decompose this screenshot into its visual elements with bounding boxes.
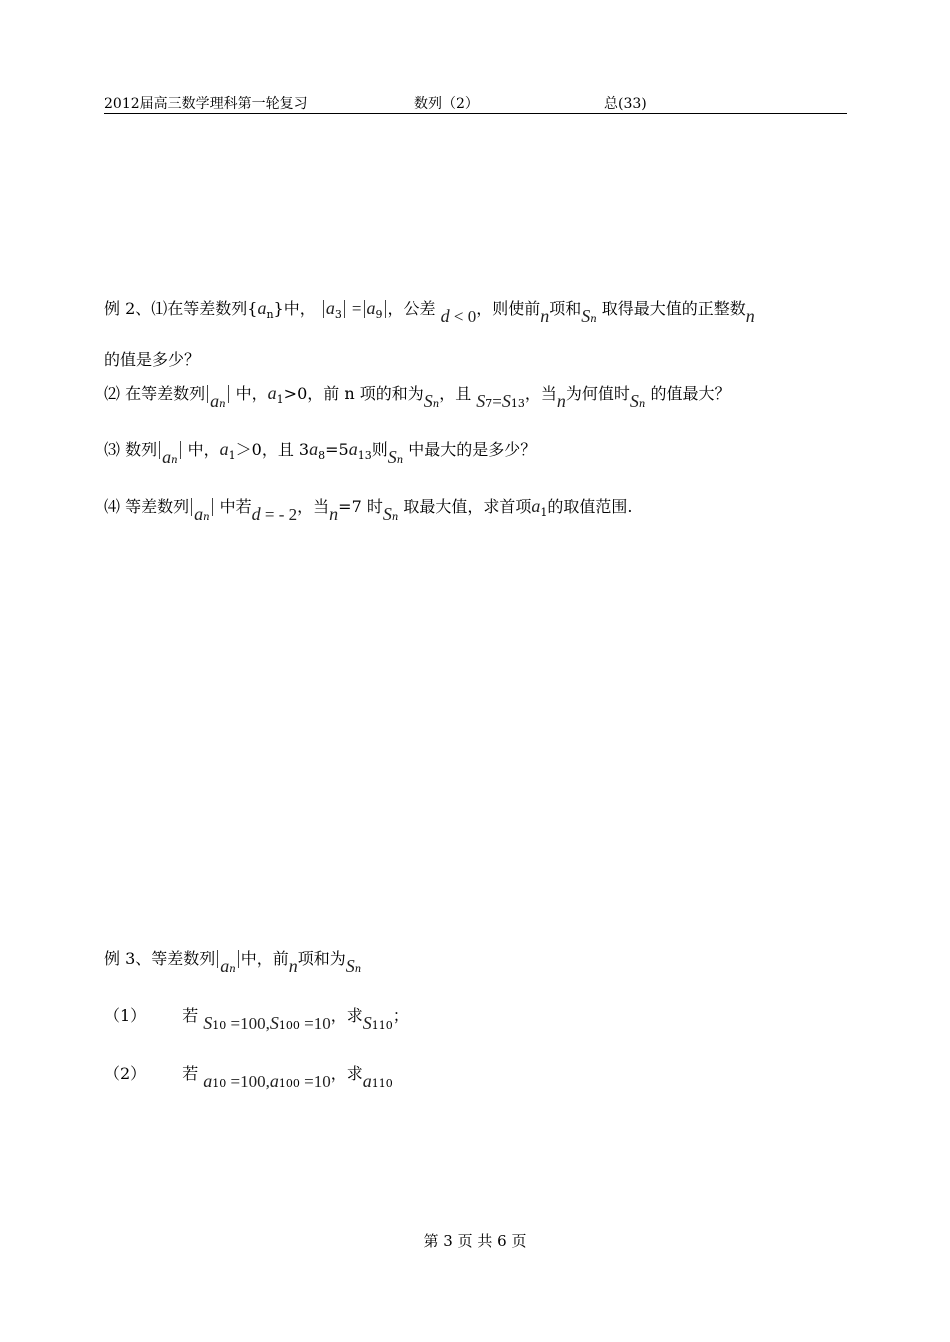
text: 的值最大？ xyxy=(645,384,731,403)
math-eq-100: =100, xyxy=(226,1014,270,1033)
math-S: S xyxy=(345,956,355,976)
subscript: 100 xyxy=(278,1077,300,1090)
math-a: a xyxy=(362,1071,372,1091)
text: ＞0，且 3 xyxy=(235,440,310,459)
subscript: 10 xyxy=(212,1077,227,1090)
subscript: 1 xyxy=(540,506,548,519)
math-a: a xyxy=(531,496,541,516)
example3-question1 xyxy=(104,1003,409,1033)
math-S: S xyxy=(362,1013,372,1033)
math-a: a xyxy=(325,298,335,318)
math-a: a xyxy=(267,383,277,403)
subscript: 110 xyxy=(371,1019,393,1032)
subscript: 8 xyxy=(318,449,326,462)
brace xyxy=(191,498,192,516)
example2-part2 xyxy=(104,381,730,409)
subscript: 7 xyxy=(485,397,493,410)
subscript: 1 xyxy=(276,393,284,406)
math-a: a xyxy=(309,439,319,459)
text: 中若 xyxy=(219,497,252,516)
math-S: S xyxy=(629,391,639,411)
text: ； xyxy=(392,1006,409,1025)
text: =7 时 xyxy=(338,497,383,516)
math-S: S xyxy=(387,447,397,467)
abs-bar xyxy=(323,300,324,318)
brace xyxy=(238,950,239,968)
math-a: a xyxy=(348,439,358,459)
text: 中最大的是多少？ xyxy=(403,440,537,459)
subscript: n xyxy=(391,512,399,523)
math-d: d xyxy=(440,306,450,326)
abs-bar xyxy=(385,300,386,318)
math-equals: = xyxy=(351,299,362,318)
brace xyxy=(217,950,218,968)
page-footer: 第 3 页 共 6 页 xyxy=(423,1232,527,1250)
brace xyxy=(180,441,181,459)
subscript: 9 xyxy=(375,308,383,321)
header-chapter-title: 数列（2） xyxy=(414,96,479,112)
text: ⑶ 数列 xyxy=(104,440,158,459)
text: 中， xyxy=(235,384,268,403)
example2-part3 xyxy=(104,437,536,465)
math-a: a xyxy=(203,1071,213,1091)
text: 取得最大值的正整数 xyxy=(596,299,746,318)
subscript: 100 xyxy=(278,1019,300,1032)
math-S: S xyxy=(423,391,433,411)
math-eq-100: =100, xyxy=(226,1072,270,1091)
math-eq-10: =10 xyxy=(299,1014,331,1033)
text: ，公差 xyxy=(387,299,436,318)
math-lt-zero: < 0 xyxy=(449,307,477,326)
example3-intro xyxy=(104,946,361,974)
text: ，则使前 xyxy=(476,299,541,318)
math-a: a xyxy=(220,956,230,976)
text: ，且 xyxy=(439,384,472,403)
math-S: S xyxy=(501,391,511,411)
math-n: n xyxy=(329,504,339,524)
subscript: n xyxy=(590,314,597,325)
subscript: 13 xyxy=(357,449,372,462)
subscript: 3 xyxy=(334,308,342,321)
subscript: n xyxy=(229,964,236,975)
math-n: n xyxy=(288,956,298,976)
math-S: S xyxy=(476,391,486,411)
math-equals: = xyxy=(492,392,502,411)
text: >0，前 n 项的和为 xyxy=(283,384,424,403)
math-eq-10: =10 xyxy=(299,1072,331,1091)
text: 中， xyxy=(187,440,220,459)
question-number: （2） xyxy=(104,1064,147,1083)
subscript: n xyxy=(354,964,362,975)
subscript: n xyxy=(266,308,274,321)
header-rule xyxy=(104,113,847,114)
text: 例 2、⑴在等差数列{ xyxy=(104,299,258,318)
math-eq-minus-two: = - 2 xyxy=(260,505,298,524)
math-n: n xyxy=(745,306,755,326)
text: ，求 xyxy=(330,1006,363,1025)
abs-bar xyxy=(364,300,365,318)
subscript: 1 xyxy=(228,449,236,462)
question-number: （1） xyxy=(104,1006,147,1025)
text: ，当 xyxy=(524,384,557,403)
brace xyxy=(228,385,229,403)
math-d: d xyxy=(251,504,261,524)
math-a: a xyxy=(269,1071,279,1091)
brace xyxy=(212,498,213,516)
math-S: S xyxy=(269,1013,279,1033)
text: 中，前 xyxy=(240,949,289,968)
math-S: S xyxy=(581,306,591,326)
brace xyxy=(207,385,208,403)
header-course-title: 2012届高三数学理科第一轮复习 xyxy=(104,96,308,112)
text: 若 xyxy=(182,1064,199,1083)
example3-question2 xyxy=(104,1061,393,1091)
subscript: 13 xyxy=(510,397,525,410)
abs-bar xyxy=(344,300,345,318)
subscript: n xyxy=(396,455,404,466)
subscript: n xyxy=(638,399,646,410)
text: 取最大值，求首项 xyxy=(398,497,532,516)
text: ，当 xyxy=(297,497,330,516)
text: 为何值时 xyxy=(565,384,630,403)
math-a: a xyxy=(162,447,172,467)
text: 的取值范围. xyxy=(547,497,633,516)
text: ，求 xyxy=(330,1064,363,1083)
subscript: n xyxy=(432,399,440,410)
math-a: a xyxy=(194,504,204,524)
math-a: a xyxy=(219,439,229,459)
brace xyxy=(159,441,160,459)
text: 项和为 xyxy=(297,949,346,968)
example2-part4 xyxy=(104,494,633,522)
text: ⑷ 等差数列 xyxy=(104,497,190,516)
text: 则 xyxy=(371,440,388,459)
example2-part1-line2: 的值是多少？ xyxy=(104,350,201,369)
example2-part1-line1 xyxy=(104,296,755,324)
text: }中， xyxy=(273,299,316,318)
text: 例 3、等差数列 xyxy=(104,949,216,968)
math-S: S xyxy=(382,504,392,524)
header-total-number: 总(33) xyxy=(604,96,647,112)
math-S: S xyxy=(203,1013,213,1033)
subscript: n xyxy=(203,512,210,523)
subscript: n xyxy=(171,455,178,466)
subscript: 110 xyxy=(371,1077,393,1090)
text: ⑵ 在等差数列 xyxy=(104,384,206,403)
text: 项和 xyxy=(549,299,582,318)
math-a: a xyxy=(257,298,267,318)
math-n: n xyxy=(540,306,550,326)
math-n: n xyxy=(556,391,566,411)
text: =5 xyxy=(325,440,349,459)
subscript: n xyxy=(219,399,226,410)
subscript: 10 xyxy=(212,1019,227,1032)
math-a: a xyxy=(210,391,220,411)
text: 若 xyxy=(182,1006,199,1025)
math-a: a xyxy=(366,298,376,318)
